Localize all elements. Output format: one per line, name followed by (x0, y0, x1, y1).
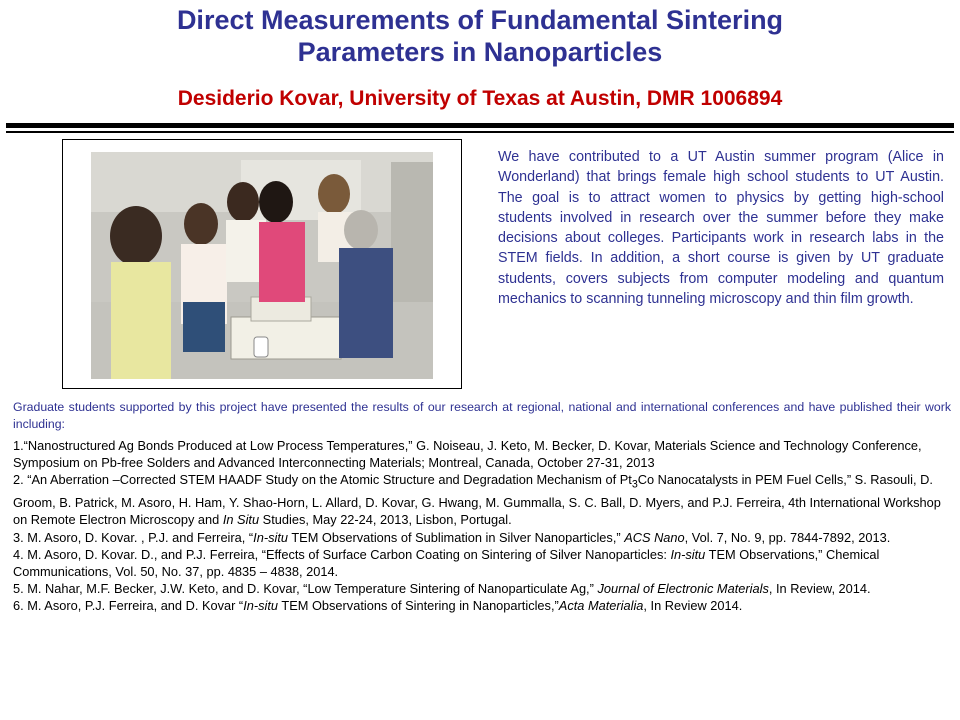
divider-thick (6, 123, 954, 128)
reference-item (13, 580, 953, 597)
author-line: Desiderio Kovar, University of Texas at Austin, DMR 1006894 (177, 87, 783, 110)
reference-text: 2. “An Aberration –Corrected STEM HAADF Study on the Atomic Structure and Degradation Mechanism of Pt (13, 472, 632, 488)
reference-text: In-situ (253, 529, 289, 545)
reference-text: Studies, May 22-24, 2013, Lisbon, Portugal. (259, 512, 512, 528)
reference-text: Co Nanocatalysts in PEM Fuel Cells,” S. Rasouli, D. Groom, B. Patrick, M. Asoro, H. Ham, Y. Shao-Horn, L. Allard, D. Kovar, G. Hwang, M. Gummalla, S. C. Ball, D. Myers, and P.J. Ferreira, 4th International Workshop on Remote Electron Microscopy and (13, 472, 941, 528)
reference-item (13, 471, 953, 528)
reference-text: Journal of Electronic Materials (597, 581, 769, 597)
reference-text: 5. M. Nahar, M.F. Becker, J.W. Keto, and D. Kovar, “Low Temperature Sintering of Nanoparticulate Ag,” (13, 581, 598, 597)
page-title (0, 4, 960, 68)
reference-text: In-situ (243, 598, 279, 614)
reference-item (13, 529, 953, 546)
reference-text: , In Review, 2014. (768, 581, 871, 597)
reference-text: 6. M. Asoro, P.J. Ferreira, and D. Kovar “ (13, 598, 244, 614)
reference-text: ACS Nano (624, 529, 685, 545)
reference-text: In-situ (670, 546, 706, 562)
reference-text: , In Review 2014. (643, 598, 743, 614)
reference-item (13, 546, 953, 580)
program-description: We have contributed to a UT Austin summer program (Alice in Wonderland) that brings female high school students to UT Austin. The goal is to attract women to physics by getting high-school students involved in research over the summer before they make decisions about colleges. Participants work in research labs in the STEM fields. In addition, a short course is given by UT graduate students, covers subjects from computer modeling and quantum mechanics to scanning tunneling microscopy and thin film growth. (498, 149, 944, 308)
reference-item (13, 597, 953, 614)
lab-photo (91, 152, 433, 379)
reference-text: TEM Observations of Sintering in Nanoparticles,” (278, 598, 559, 614)
reference-text: TEM Observations,” Chemical Communications, Vol. 50, No. 37, pp. 4835 – 4838, 2014. (13, 546, 880, 579)
reference-text: , Vol. 7, No. 9, pp. 7844-7892, 2013. (684, 529, 891, 545)
divider-thin (6, 131, 954, 133)
photo-illustration (91, 152, 433, 379)
photo-frame (62, 139, 462, 389)
reference-text: 4. M. Asoro, D. Kovar. D., and P.J. Ferreira, “Effects of Surface Carbon Coating on Sintering of Silver Nanoparticles: (13, 546, 671, 562)
reference-text: TEM Observations of Sublimation in Silver Nanoparticles,” (288, 529, 625, 545)
reference-text: 3 (631, 478, 638, 491)
reference-text: Acta Materialia (558, 598, 644, 614)
students-intro: Graduate students supported by this project have presented the results of our research at regional, national and international conferences and have published their work including: (13, 400, 951, 431)
reference-item (13, 437, 953, 471)
reference-text: In Situ (222, 512, 260, 528)
title-line-1: Direct Measurements of Fundamental Sintering (176, 5, 784, 35)
reference-list (13, 437, 953, 615)
reference-text: 3. M. Asoro, D. Kovar. , P.J. and Ferreira, “ (13, 529, 254, 545)
reference-text: 1.“Nanostructured Ag Bonds Produced at Low Process Temperatures,” G. Noiseau, J. Keto, M. Becker, D. Kovar, Materials Science and Technology Conference, Symposium on Pb-free Solders and Advanced Interconnecting Materials; Montreal, Canada, October 27-31, 2013 (13, 438, 922, 471)
title-line-2: Parameters in Nanoparticles (297, 37, 663, 67)
